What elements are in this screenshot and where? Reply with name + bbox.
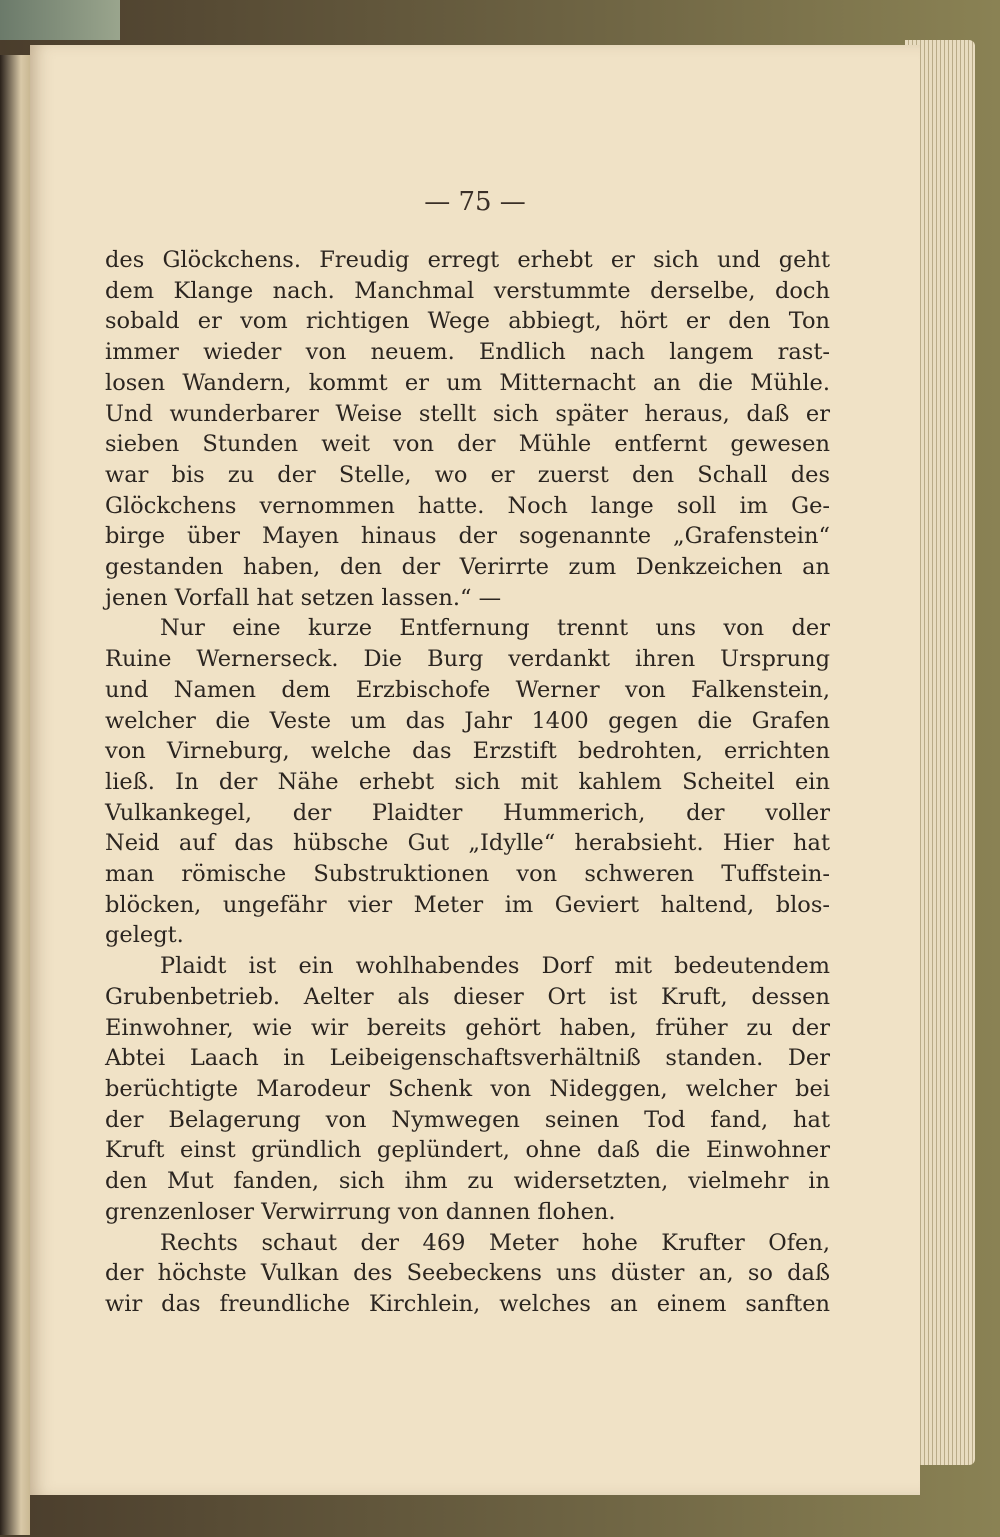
text-line: wir das freundliche Kirchlein, welches an einem sanften xyxy=(105,1290,830,1317)
text-line: birge über Mayen hinaus der sogenannte „Grafenstein“ xyxy=(105,523,830,550)
page-text xyxy=(105,245,830,1320)
book-page xyxy=(30,45,920,1495)
text-line: gelegt. xyxy=(105,922,184,949)
text-line: den Mut fanden, sich ihm zu widersetzten, vielmehr in xyxy=(105,1168,830,1195)
text-line: sobald er vom richtigen Wege abbiegt, hört er den Ton xyxy=(105,308,830,335)
text-line: der höchste Vulkan des Seebeckens uns düster an, so daß xyxy=(105,1260,830,1287)
page-number: — 75 — xyxy=(424,187,526,217)
text-line: gestanden haben, den der Verirrte zum Denkzeichen an xyxy=(105,554,830,581)
text-line: blöcken, ungefähr vier Meter im Geviert haltend, blos- xyxy=(105,891,830,918)
text-line: Rechts schaut der 469 Meter hohe Krufter Ofen, xyxy=(160,1229,830,1256)
text-line: Einwohner, wie wir bereits gehört haben, früher zu der xyxy=(105,1014,830,1041)
text-line: und Namen dem Erzbischofe Werner von Falkenstein, xyxy=(105,676,830,703)
text-line: jenen Vorfall hat setzen lassen.“ — xyxy=(105,584,502,611)
text-line: ließ. In der Nähe erhebt sich mit kahlem Scheitel ein xyxy=(105,768,830,795)
text-line: losen Wandern, kommt er um Mitternacht an die Mühle. xyxy=(105,369,830,396)
text-line: grenzenloser Verwirrung von dannen flohen. xyxy=(105,1198,616,1225)
text-line: berüchtigte Marodeur Schenk von Nideggen, welcher bei xyxy=(105,1075,830,1102)
text-line: welcher die Veste um das Jahr 1400 gegen die Grafen xyxy=(105,707,830,734)
bookmark-ribbon xyxy=(0,0,120,40)
text-line: sieben Stunden weit von der Mühle entfernt gewesen xyxy=(105,431,830,458)
text-line: des Glöckchens. Freudig erregt erhebt er sich und geht xyxy=(105,247,830,273)
text-line: der Belagerung von Nymwegen seinen Tod fand, hat xyxy=(105,1106,830,1133)
text-line: Plaidt ist ein wohlhabendes Dorf mit bedeutendem xyxy=(160,953,830,980)
text-line: Ruine Wernerseck. Die Burg verdankt ihren Ursprung xyxy=(105,646,830,673)
text-line: Neid auf das hübsche Gut „Idylle“ herabsieht. Hier hat xyxy=(105,830,830,857)
text-line: dem Klange nach. Manchmal verstummte derselbe, doch xyxy=(105,277,830,304)
text-line: Nur eine kurze Entfernung trennt uns von der xyxy=(160,615,830,642)
text-line: man römische Substruktionen von schweren Tuffstein- xyxy=(105,861,830,888)
text-line: immer wieder von neuem. Endlich nach langem rast- xyxy=(105,339,830,366)
text-line: war bis zu der Stelle, wo er zuerst den Schall des xyxy=(105,461,830,488)
text-line: von Virneburg, welche das Erzstift bedrohten, errichten xyxy=(105,738,830,765)
text-line: Vulkankegel, der Plaidter Hummerich, der voller xyxy=(105,799,830,826)
text-line: Kruft einst gründlich geplündert, ohne daß die Einwohner xyxy=(105,1137,830,1164)
text-line: Grubenbetrieb. Aelter als dieser Ort ist Kruft, dessen xyxy=(105,983,830,1010)
text-line: Und wunderbarer Weise stellt sich später heraus, daß er xyxy=(105,400,830,427)
previous-page-edge xyxy=(0,55,30,1535)
text-line: Glöckchens vernommen hatte. Noch lange soll im Ge- xyxy=(105,492,830,519)
text-line: Abtei Laach in Leibeigenschaftsverhältniß standen. Der xyxy=(105,1045,830,1072)
